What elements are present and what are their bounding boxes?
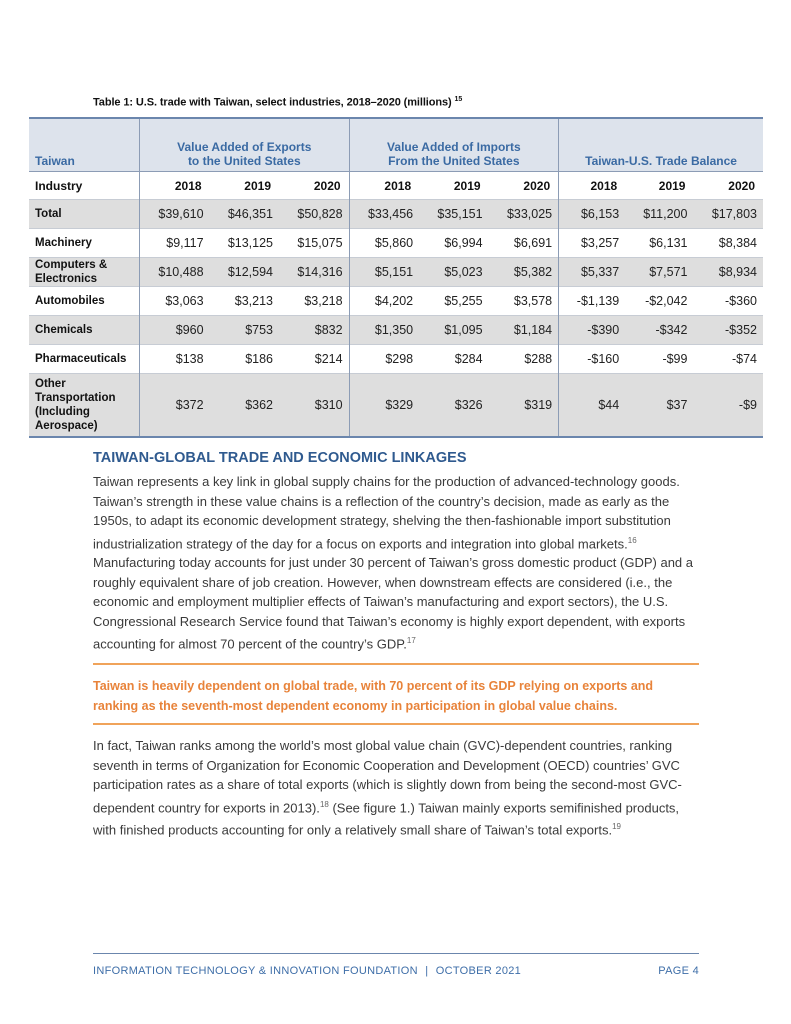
page-number: PAGE 4 bbox=[658, 965, 699, 977]
table-cell: $33,025 bbox=[489, 200, 559, 229]
table-cell: $214 bbox=[279, 345, 349, 374]
callout-top-rule bbox=[93, 663, 699, 665]
table-cell: $5,382 bbox=[489, 258, 559, 287]
table-cell: $319 bbox=[489, 374, 559, 438]
table-cell: $186 bbox=[210, 345, 279, 374]
table-cell: $372 bbox=[140, 374, 210, 438]
footnote-ref[interactable]: 15 bbox=[454, 96, 463, 103]
year-header: 2018 bbox=[559, 172, 626, 200]
group-header-imports: Value Added of Imports From the United States bbox=[349, 118, 559, 172]
table-cell: $14,316 bbox=[279, 258, 349, 287]
table-year-header bbox=[29, 172, 763, 200]
table-cell: -$74 bbox=[693, 345, 763, 374]
year-header: 2018 bbox=[140, 172, 210, 200]
table-group-header bbox=[29, 118, 763, 172]
table-cell: $8,384 bbox=[693, 229, 763, 258]
table-cell: $11,200 bbox=[625, 200, 693, 229]
table-cell: $12,594 bbox=[210, 258, 279, 287]
table-cell: $753 bbox=[210, 316, 279, 345]
footnote-ref[interactable]: 18 bbox=[319, 799, 329, 809]
table-cell: $1,350 bbox=[349, 316, 419, 345]
year-header: 2020 bbox=[489, 172, 559, 200]
table-cell: $17,803 bbox=[693, 200, 763, 229]
industry-name: Computers & Electronics bbox=[29, 258, 140, 287]
table-cell: -$2,042 bbox=[625, 287, 693, 316]
table-cell: $39,610 bbox=[140, 200, 210, 229]
table-cell: $288 bbox=[489, 345, 559, 374]
group-header-balance: Taiwan-U.S. Trade Balance bbox=[559, 118, 763, 172]
table-cell: $3,063 bbox=[140, 287, 210, 316]
table-cell: $3,578 bbox=[489, 287, 559, 316]
footer-org: INFORMATION TECHNOLOGY & INNOVATION FOUNDATION bbox=[93, 965, 418, 977]
table-cell: $1,184 bbox=[489, 316, 559, 345]
table-cell: $9,117 bbox=[140, 229, 210, 258]
trade-table bbox=[29, 117, 763, 438]
table-cell: $5,023 bbox=[419, 258, 488, 287]
table-cell: $5,337 bbox=[559, 258, 626, 287]
table-cell: $6,691 bbox=[489, 229, 559, 258]
industry-name: Automobiles bbox=[29, 287, 140, 316]
industry-name: Total bbox=[29, 200, 140, 229]
table-caption-text: Table 1: U.S. trade with Taiwan, select industries, 2018–2020 (millions) bbox=[93, 96, 452, 109]
table-cell: -$9 bbox=[693, 374, 763, 438]
table-row bbox=[29, 374, 763, 438]
table-cell: $3,213 bbox=[210, 287, 279, 316]
footnote-ref[interactable]: 16 bbox=[627, 535, 637, 545]
table-cell: $10,488 bbox=[140, 258, 210, 287]
table-cell: -$1,139 bbox=[559, 287, 626, 316]
year-header: 2019 bbox=[419, 172, 488, 200]
table-cell: $13,125 bbox=[210, 229, 279, 258]
table-cell: $3,257 bbox=[559, 229, 626, 258]
table-caption bbox=[93, 96, 462, 109]
table-cell: $5,860 bbox=[349, 229, 419, 258]
table-row bbox=[29, 229, 763, 258]
table-cell: $362 bbox=[210, 374, 279, 438]
body-paragraph: Taiwan represents a key link in global supply chains for the production of advanced-technology goods. Taiwan’s strength in these value chains is a reflection of the country’s decision, made as early as the 1950s, to adapt its economic development strategy, shelving the then-fashionable import substitution industrialization strategy of the day for a focus on exports and integration into global markets.$^{16}$ Manufacturing today accounts for just under 30 percent of Taiwan’s gross domestic product (GDP) and a roughly equivalent share of job creation. However, when downstream effects are considered (i.e., the economic and employment multiplier effects of Taiwan’s manufacturing and export sectors), the U.S. Congressional Research Service found that Taiwan’s economy is highly export dependent, with exports accounting for almost 70 percent of the country’s GDP.$^{17}$ bbox=[93, 474, 694, 652]
pull-quote: Taiwan is heavily dependent on global trade, with 70 percent of its GDP relying on exports and ranking as the seventh-most dependent economy in participation in global value chains. bbox=[93, 679, 654, 713]
table-row bbox=[29, 345, 763, 374]
table-cell: $4,202 bbox=[349, 287, 419, 316]
table-row bbox=[29, 316, 763, 345]
table-cell: $44 bbox=[559, 374, 626, 438]
group-header-exports: Value Added of Exports to the United States bbox=[140, 118, 350, 172]
table-row bbox=[29, 200, 763, 229]
table-cell: $46,351 bbox=[210, 200, 279, 229]
page-footer bbox=[93, 965, 699, 977]
table-cell: $832 bbox=[279, 316, 349, 345]
table-cell: -$99 bbox=[625, 345, 693, 374]
footer-divider: | bbox=[425, 965, 429, 977]
table-cell: $1,095 bbox=[419, 316, 488, 345]
table-cell: $35,151 bbox=[419, 200, 488, 229]
table-cell: $15,075 bbox=[279, 229, 349, 258]
industry-header: Industry bbox=[29, 172, 140, 200]
table-cell: -$360 bbox=[693, 287, 763, 316]
table-cell: $33,456 bbox=[349, 200, 419, 229]
footnote-ref[interactable]: 17 bbox=[406, 636, 416, 646]
footnote-ref[interactable]: 19 bbox=[612, 822, 621, 832]
table-row bbox=[29, 287, 763, 316]
table-cell: -$352 bbox=[693, 316, 763, 345]
table-cell: $5,255 bbox=[419, 287, 488, 316]
table-cell: $6,131 bbox=[625, 229, 693, 258]
year-header: 2018 bbox=[349, 172, 419, 200]
table-row bbox=[29, 258, 763, 287]
table-cell: $138 bbox=[140, 345, 210, 374]
year-header: 2020 bbox=[693, 172, 763, 200]
table-cell: -$390 bbox=[559, 316, 626, 345]
year-header: 2019 bbox=[210, 172, 279, 200]
industry-name: Pharmaceuticals bbox=[29, 345, 140, 374]
table-cell: $329 bbox=[349, 374, 419, 438]
table-cell: $326 bbox=[419, 374, 488, 438]
section-title: TAIWAN-GLOBAL TRADE AND ECONOMIC LINKAGES bbox=[93, 450, 467, 466]
table-cell: $3,218 bbox=[279, 287, 349, 316]
table-cell: $6,153 bbox=[559, 200, 626, 229]
table-cell: $298 bbox=[349, 345, 419, 374]
table-cell: $8,934 bbox=[693, 258, 763, 287]
industry-name: Other Transportation (Including Aerospace) bbox=[29, 374, 140, 438]
industry-name: Machinery bbox=[29, 229, 140, 258]
table-cell: $284 bbox=[419, 345, 488, 374]
callout-bottom-rule bbox=[93, 723, 699, 725]
table-cell: $37 bbox=[625, 374, 693, 438]
table-cell: $7,571 bbox=[625, 258, 693, 287]
body-paragraph: In fact, Taiwan ranks among the world’s most global value chain (GVC)-dependent countries, ranking seventh in terms of Organization for Economic Cooperation and Development (OECD) countries’ GVC participation rates as a share of total exports (which is slightly down from being the second-most GVC-dependent country for exports in 2013).$^{18}$ (See figure 1.) Taiwan mainly exports semifinished products, with finished products accounting for only a relatively small share of Taiwan’s total exports.$^{19}$ bbox=[93, 738, 682, 838]
year-header: 2020 bbox=[279, 172, 349, 200]
industry-name: Chemicals bbox=[29, 316, 140, 345]
table-cell: -$342 bbox=[625, 316, 693, 345]
table-cell: $5,151 bbox=[349, 258, 419, 287]
year-header: 2019 bbox=[625, 172, 693, 200]
table-cell: $960 bbox=[140, 316, 210, 345]
table-cell: $50,828 bbox=[279, 200, 349, 229]
footer-date: OCTOBER 2021 bbox=[435, 965, 522, 977]
footer-rule bbox=[93, 953, 699, 954]
group-header-taiwan: Taiwan bbox=[29, 118, 140, 172]
table-cell: $6,994 bbox=[419, 229, 488, 258]
table-cell: $310 bbox=[279, 374, 349, 438]
table-cell: -$160 bbox=[559, 345, 626, 374]
table-body bbox=[29, 200, 763, 438]
